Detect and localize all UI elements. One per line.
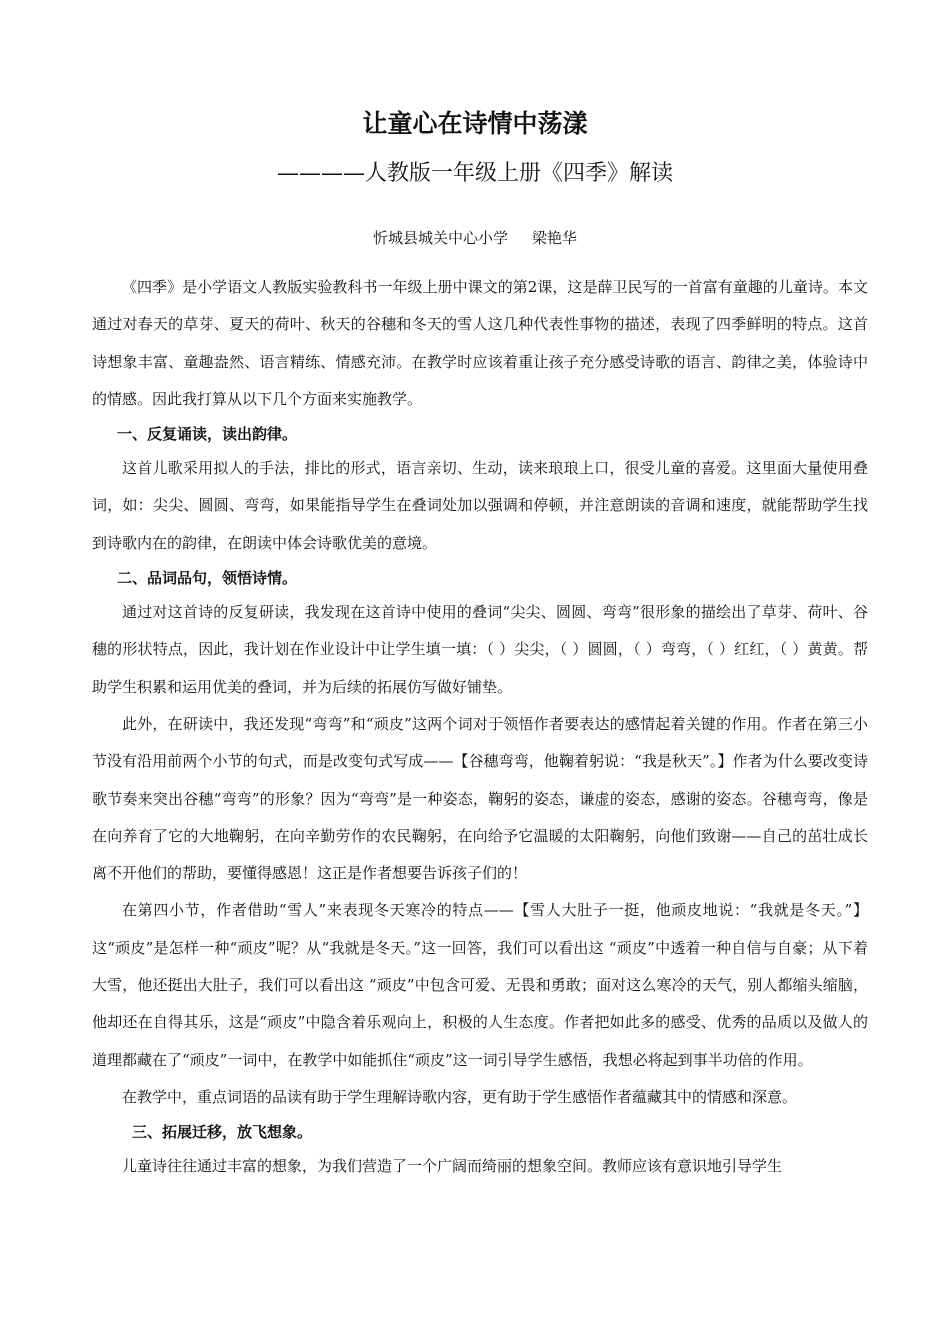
section-2-paragraph-3: 在第四小节，作者借助“雪人”来表现冬天寒冷的特点——【雪人大肚子一挺，他顽皮地说：“我就是冬天。”】这“顽皮”是怎样一种“顽皮”呢？从“我就是冬天。”这一回答，我们可以看出这 “顽皮”中透着一种自信与自豪；从下着大雪，他还挺出大肚子，我们可以看出这 “顽皮”中包含可爱、无畏和勇敢；面对这么寒冷的天气，别人都缩头缩脑，他却还在自得其乐，这是“顽皮”中隐含着乐观向上，积极的人生态度。作者把如此多的感受、优秀的品质以及做人的道理都藏在了“顽皮”一词中，在教学中如能抓住“顽皮”这一词引导学生感悟，我想必将起到事半功倍的作用。	[92, 901, 868, 1069]
intro-paragraph: 《四季》是小学语文人教版实验教科书一年级上册中课文的第2课，这是薛卫民写的一首富有童趣的儿童诗。本文通过对春天的草芽、夏天的荷叶、秋天的谷穗和冬天的雪人这几种代表性事物的描述，表现了四季鲜明的特点。这首诗想象丰富、童趣盎然、语言精练、情感充沛。在教学时应该着重让孩子充分感受诗歌的语言、韵律之美，体验诗中的情感。因此我打算从以下几个方面来实施教学。	[92, 278, 868, 408]
section-3-paragraph: 儿童诗往往通过丰富的想象，为我们营造了一个广阔而绮丽的想象空间。教师应该有意识地引导学生	[122, 1157, 783, 1176]
document-body	[92, 269, 868, 1186]
section-3-heading: 三、拓展迁移，放飞想象。	[132, 1123, 313, 1142]
section-2-paragraph-2: 此外，在研读中，我还发现“弯弯”和“顽皮”这两个词对于领悟作者要表达的感情起着关键的作用。作者在第三小节没有沿用前两个小节的句式，而是改变句式写成——【谷穗弯弯，他鞠着躬说：“我是秋天”。】作者为什么要改变诗歌节奏来突出谷穗“弯弯”的形象？因为“弯弯”是一种姿态，鞠躬的姿态，谦虚的姿态，感谢的姿态。谷穗弯弯，像是在向养育了它的大地鞠躬，在向辛勤劳作的农民鞠躬，在向给予它温暖的太阳鞠躬，向他们致谢——自己的茁壮成长离不开他们的帮助，要懂得感恩！这正是作者想要告诉孩子们的！	[92, 714, 868, 883]
section-1-paragraph: 这首儿歌采用拟人的手法，排比的形式，语言亲切、生动，读来琅琅上口，很受儿童的喜爱。这里面大量使用叠词，如：尖尖、圆圆、弯弯，如果能指导学生在叠词处加以强调和停顿，并注意朗读的音调和速度，就能帮助学生找到诗歌内在的韵律，在朗读中体会诗歌优美的意境。	[92, 459, 868, 552]
section-2-heading: 二、品词品句，领悟诗情。	[117, 569, 298, 588]
author-line	[0, 226, 950, 250]
section-2-paragraph-1: 通过对这首诗的反复研读，我发现在这首诗中使用的叠词“尖尖、圆圆、弯弯”很形象的描绘出了草芽、荷叶、谷穗的形状特点，因此，我计划在作业设计中让学生填一填：（ ）尖尖，（ ）圆圆，（ ）弯弯，（ ）红红，（ ）黄黄。帮助学生积累和运用优美的叠词，并为后续的拓展仿写做好铺垫。	[92, 603, 868, 696]
author-name: 梁艳华	[532, 229, 578, 247]
section-1-heading: 一、反复诵读，读出韵律。	[117, 425, 298, 444]
document-title: 让童心在诗情中荡漾	[362, 109, 588, 138]
document-subtitle: ————人教版一年级上册《四季》解读	[276, 161, 673, 186]
author-school: 忻城县城关中心小学	[372, 229, 508, 247]
section-2-paragraph-4: 在教学中，重点词语的品读有助于学生理解诗歌内容，更有助于学生感悟作者蕴藏其中的情感和深意。	[122, 1087, 798, 1106]
